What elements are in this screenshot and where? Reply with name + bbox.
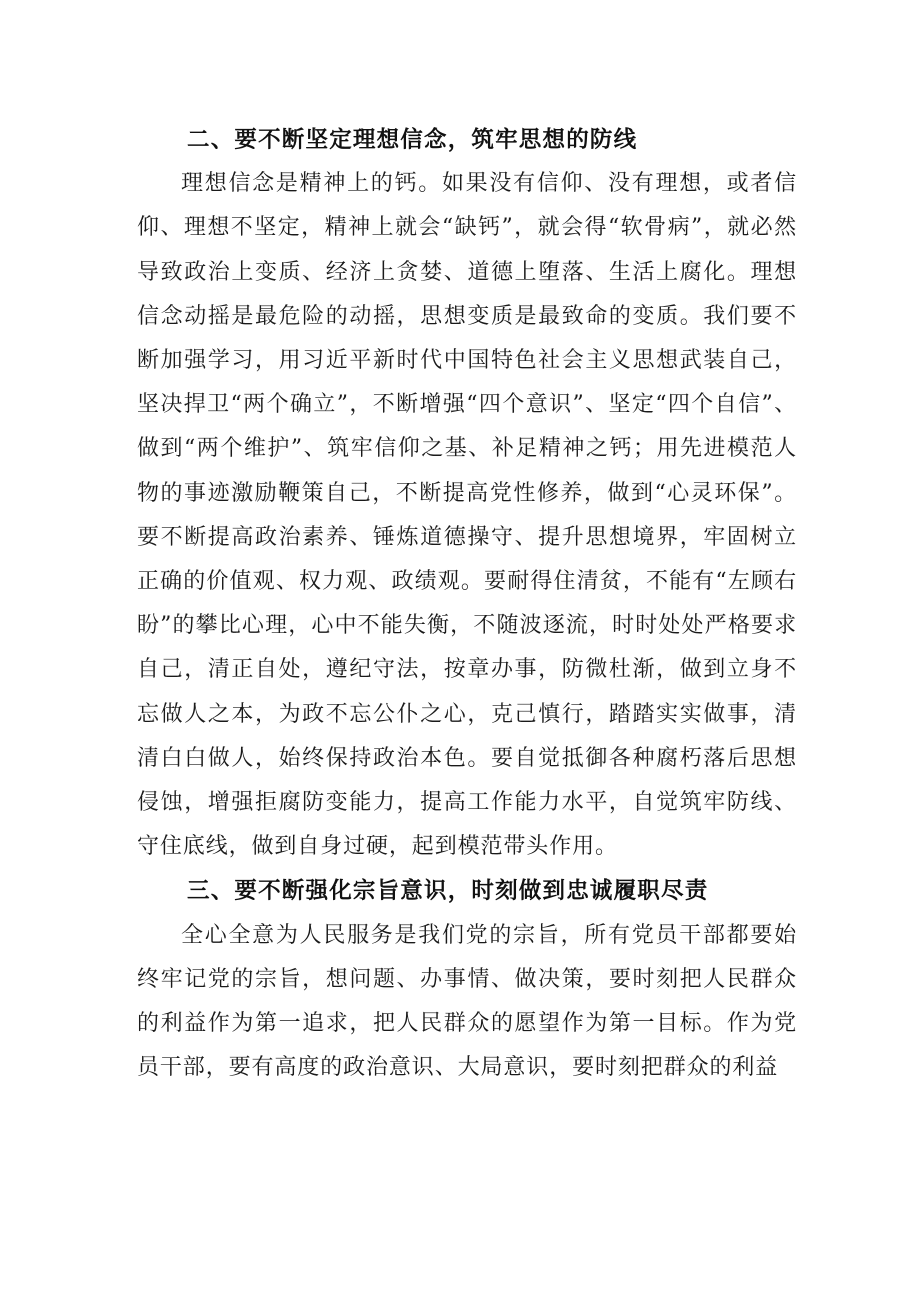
section-2-heading: 二、要不断坚定理想信念，筑牢思想的防线: [187, 127, 638, 153]
document-body: [137, 118, 797, 1090]
section-3-paragraph: 全心全意为人民服务是我们党的宗旨，所有党员干部都要始终牢记党的宗旨，想问题、办事情、做决策，要时刻把人民群众的利益作为第一追求，把人民群众的愿望作为第一目标。作为党员干部，要有高度的政治意识、大局意识，要时刻把群众的利益: [137, 922, 797, 1081]
section-2-paragraph: 理想信念是精神上的钙。如果没有信仰、没有理想，或者信仰、理想不坚定，精神上就会“缺钙”，就会得“软骨病”，就必然导致政治上变质、经济上贪婪、道德上堕落、生活上腐化。理想信念动摇是最危险的动摇，思想变质是最致命的变质。我们要不断加强学习，用习近平新时代中国特色社会主义思想武装自己，坚决捍卫“两个确立”，不断增强“四个意识”、坚定“四个自信”、做到“两个维护”、筑牢信仰之基、补足精神之钙；用先进模范人物的事迹激励鞭策自己，不断提高党性修养，做到“心灵环保”。要不断提高政治素养、锤炼道德操守、提升思想境界，牢固树立正确的价值观、权力观、政绩观。要耐得住清贫，不能有“左顾右盼”的攀比心理，心中不能失衡，不随波逐流，时时处处严格要求自己，清正自处，遵纪守法，按章办事，防微杜渐，做到立身不忘做人之本，为政不忘公仆之心，克己慎行，踏踏实实做事，清清白白做人，始终保持政治本色。要自觉抵御各种腐朽落后思想侵蚀，增强拒腐防变能力，提高工作能力水平，自觉筑牢防线、守住底线，做到自身过硬，起到模范带头作用。: [137, 171, 797, 860]
section-3-heading: 三、要不断强化宗旨意识，时刻做到忠诚履职尽责: [187, 878, 709, 905]
